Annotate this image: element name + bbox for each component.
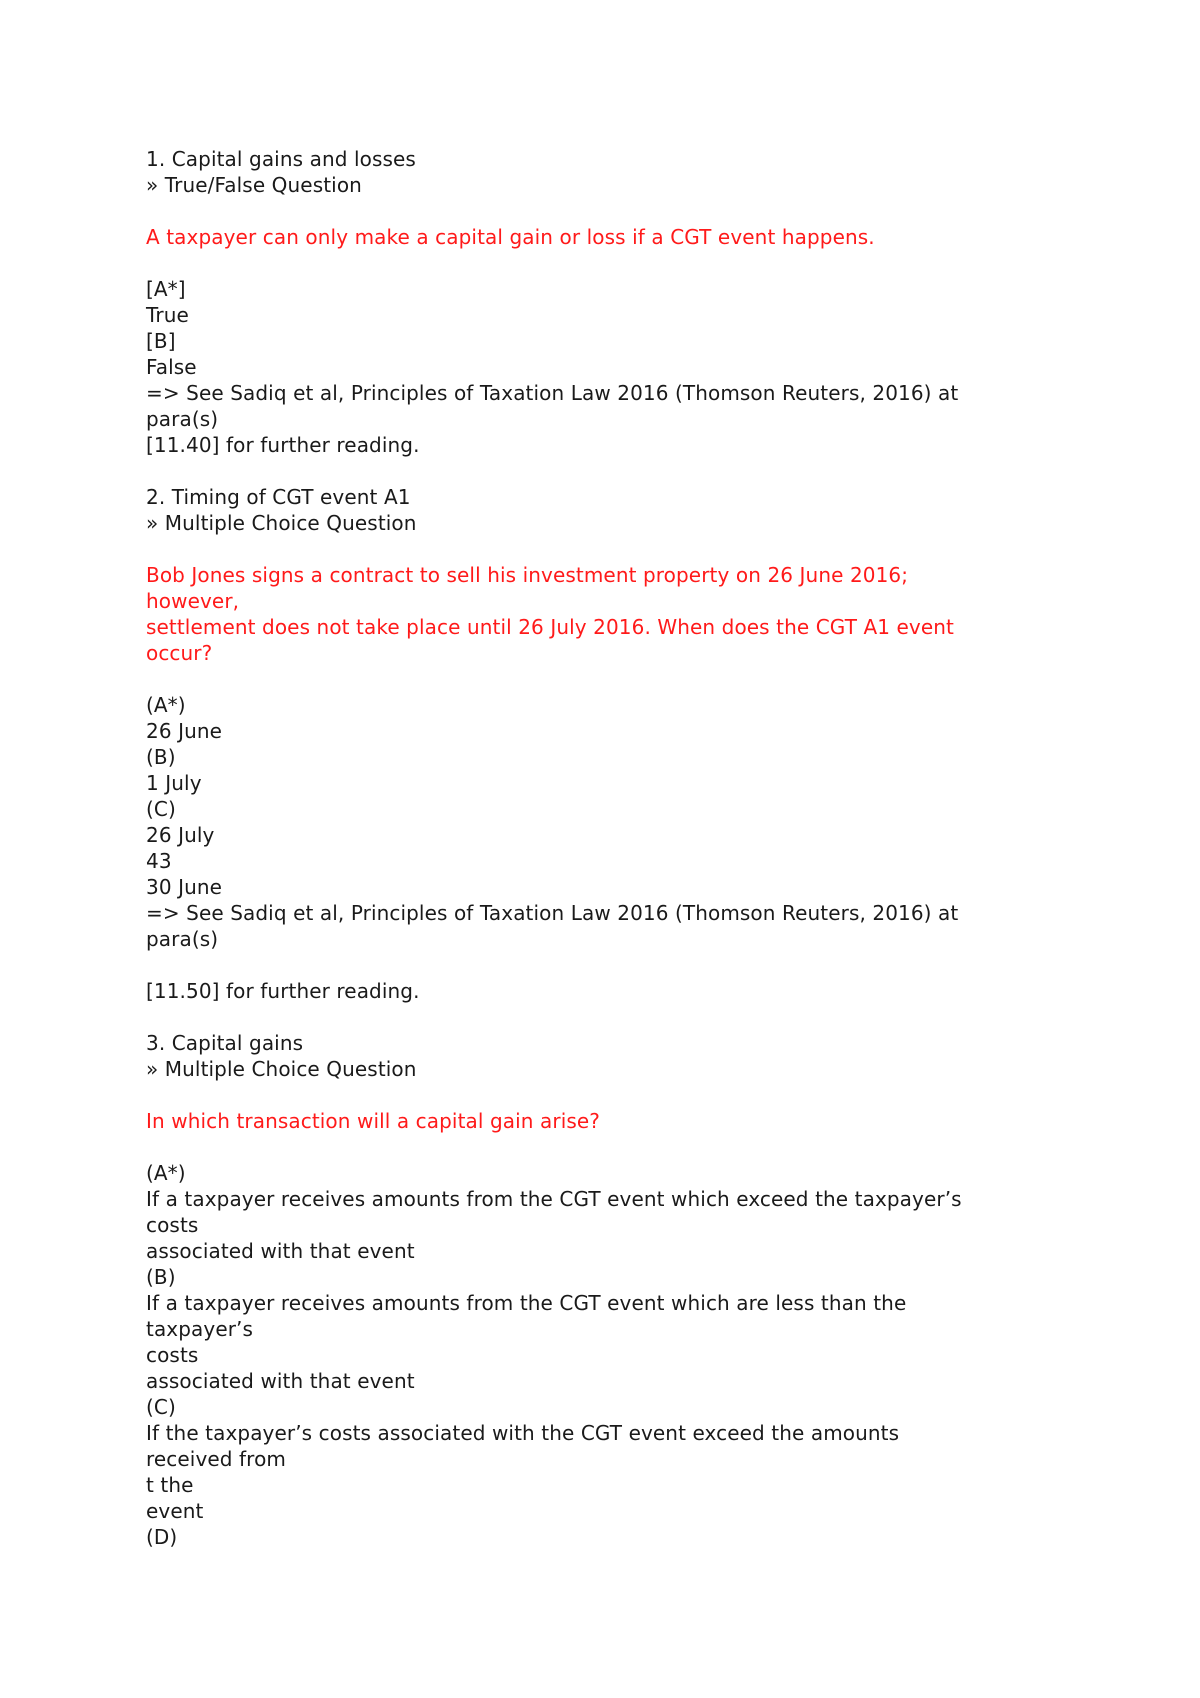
q1-option-line: False bbox=[146, 355, 197, 379]
q3-option-line: (C) bbox=[146, 1395, 176, 1419]
q3-option-line: event bbox=[146, 1499, 204, 1523]
q3-option-line: t the bbox=[146, 1473, 194, 1497]
q3-option-line: If the taxpayer’s costs associated with the CGT event exceed the amounts bbox=[146, 1421, 900, 1445]
q2-prompt-line: however, bbox=[146, 589, 240, 613]
q2-option-line: (C) bbox=[146, 797, 176, 821]
q1-reference-line: para(s) bbox=[146, 407, 219, 431]
q3-option-line: taxpayer’s bbox=[146, 1317, 254, 1341]
q1-option-line: [A*] bbox=[146, 277, 186, 301]
q3-option-line: costs bbox=[146, 1213, 199, 1237]
q1-reference-line: => See Sadiq et al, Principles of Taxation Law 2016 (Thomson Reuters, 2016) at bbox=[146, 381, 959, 405]
q2-option-line: (B) bbox=[146, 745, 176, 769]
q3-option-line: received from bbox=[146, 1447, 286, 1471]
q2-option-line: 43 bbox=[146, 849, 172, 873]
q3-option-line: costs bbox=[146, 1343, 199, 1367]
q2-option-line: 30 June bbox=[146, 875, 223, 899]
q3-option-line: If a taxpayer receives amounts from the CGT event which are less than the bbox=[146, 1291, 907, 1315]
q2-type: » Multiple Choice Question bbox=[146, 511, 417, 535]
q1-option-line: [B] bbox=[146, 329, 176, 353]
q2-reference-line bbox=[146, 952, 1066, 978]
q3-option-line: (D) bbox=[146, 1525, 178, 1549]
q3-option-line: If a taxpayer receives amounts from the CGT event which exceed the taxpayer’s bbox=[146, 1187, 962, 1211]
q2-option-line: 26 July bbox=[146, 823, 215, 847]
q3-heading: 3. Capital gains bbox=[146, 1031, 304, 1055]
q3-option-line: (A*) bbox=[146, 1161, 186, 1185]
q2-reference-line: para(s) bbox=[146, 927, 219, 951]
q2-reference-line: [11.50] for further reading. bbox=[146, 979, 420, 1003]
q1-heading: 1. Capital gains and losses bbox=[146, 147, 416, 171]
q3-option-line: associated with that event bbox=[146, 1369, 415, 1393]
q3-option-line: (B) bbox=[146, 1265, 176, 1289]
q2-option-line: (A*) bbox=[146, 693, 186, 717]
q2-prompt-line: settlement does not take place until 26 July 2016. When does the CGT A1 event bbox=[146, 615, 954, 639]
q2-prompt-line: Bob Jones signs a contract to sell his investment property on 26 June 2016; bbox=[146, 563, 909, 587]
q2-prompt-line: occur? bbox=[146, 641, 213, 665]
q3-option-line: associated with that event bbox=[146, 1239, 415, 1263]
q1-option-line: True bbox=[146, 303, 189, 327]
q2-option-line: 26 June bbox=[146, 719, 223, 743]
q2-reference-line: => See Sadiq et al, Principles of Taxation Law 2016 (Thomson Reuters, 2016) at bbox=[146, 901, 959, 925]
q1-reference-line: [11.40] for further reading. bbox=[146, 433, 420, 457]
q1-prompt-line: A taxpayer can only make a capital gain or loss if a CGT event happens. bbox=[146, 225, 875, 249]
q1-type: » True/False Question bbox=[146, 173, 362, 197]
document-page bbox=[146, 146, 1066, 1550]
q2-heading: 2. Timing of CGT event A1 bbox=[146, 485, 411, 509]
q2-option-line: 1 July bbox=[146, 771, 202, 795]
q3-prompt-line: In which transaction will a capital gain arise? bbox=[146, 1109, 601, 1133]
q3-type: » Multiple Choice Question bbox=[146, 1057, 417, 1081]
